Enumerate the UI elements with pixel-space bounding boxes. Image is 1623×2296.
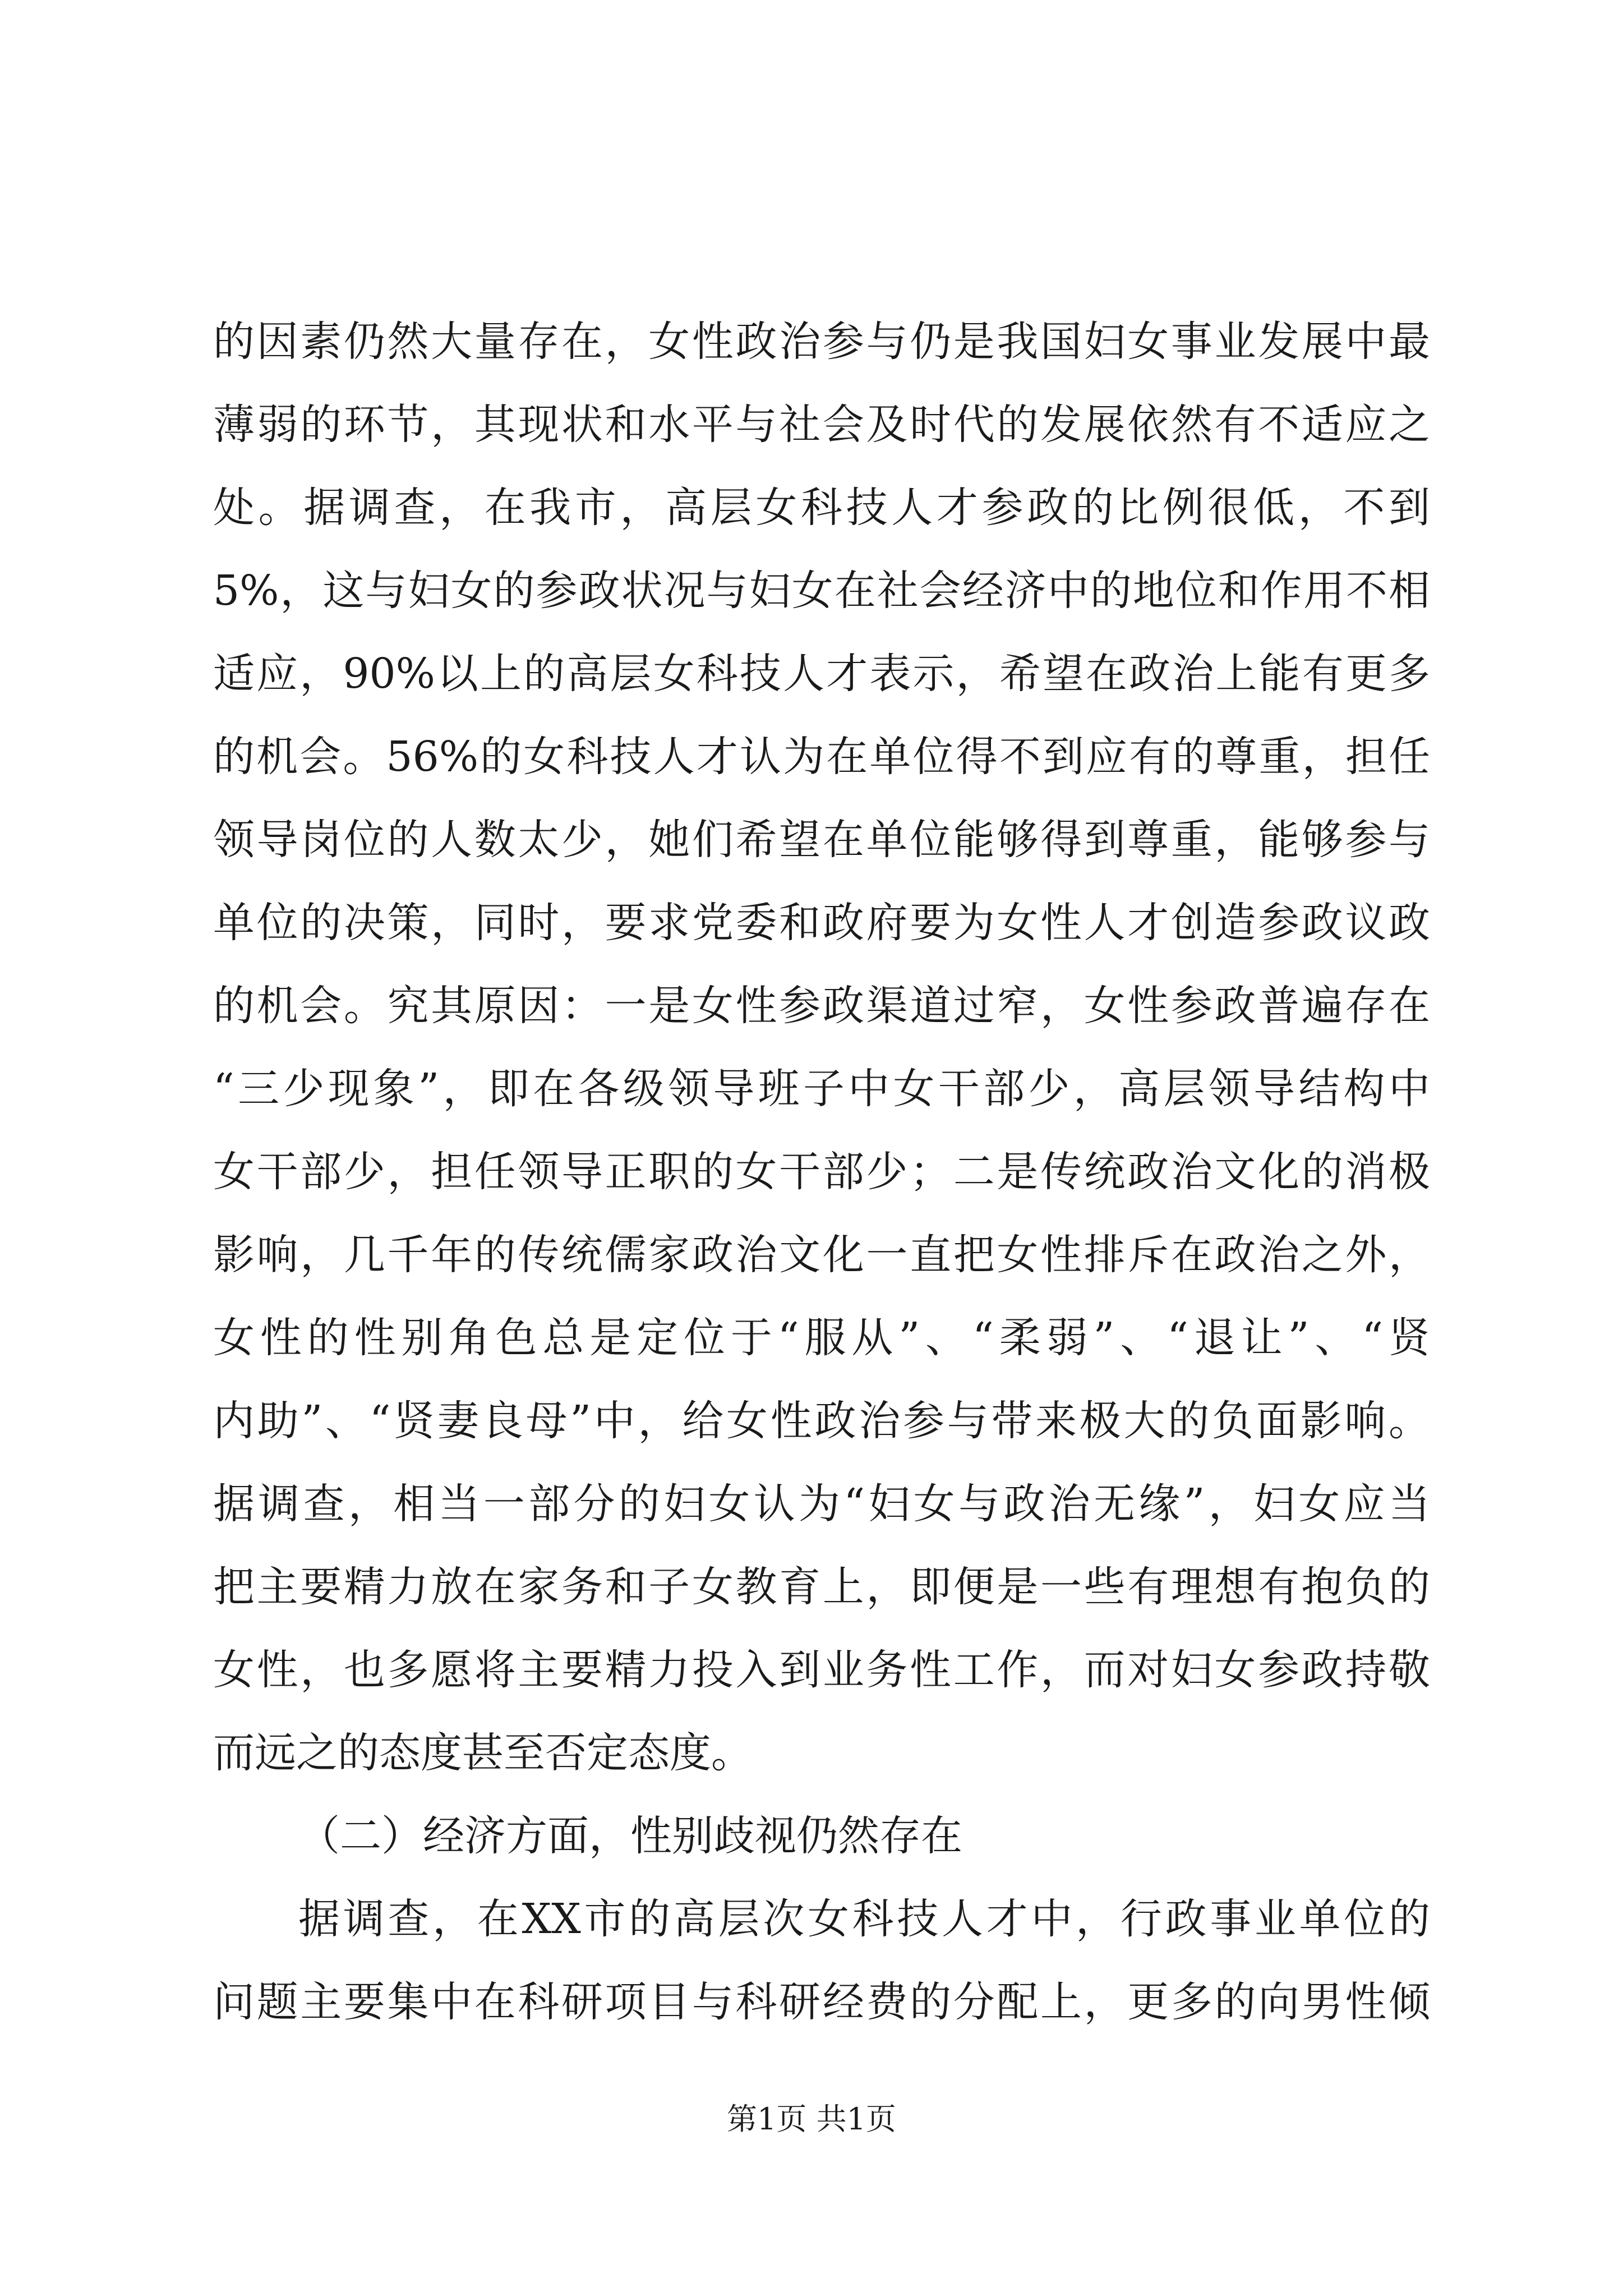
text-line: 女干部少，担任领导正职的女干部少；二是传统政治文化的消极 [213, 1148, 1430, 1196]
text-line: 适应，90%以上的高层女科技人才表示，希望在政治上能有更多 [213, 650, 1430, 698]
text-line: 而远之的态度甚至否定态度。 [213, 1729, 753, 1777]
text-line: 的机会。56%的女科技人才认为在单位得不到应有的尊重，担任 [213, 733, 1430, 781]
text-line: 问题主要集中在科研项目与科研经费的分配上，更多的向男性倾 [213, 1978, 1430, 2026]
text-line: 薄弱的环节，其现状和水平与社会及时代的发展依然有不适应之 [213, 401, 1430, 449]
text-line: “三少现象”，即在各级领导班子中女干部少，高层领导结构中 [213, 1065, 1430, 1113]
text-line: 女性的性别角色总是定位于“服从”、“柔弱”、“退让”、“贤 [213, 1314, 1430, 1362]
text-line: 影响，几千年的传统儒家政治文化一直把女性排斥在政治之外， [213, 1231, 1430, 1279]
text-line: 女性，也多愿将主要精力投入到业务性工作，而对妇女参政持敬 [213, 1646, 1430, 1694]
text-line: 据调查，在XX市的高层次女科技人才中，行政事业单位的 [298, 1895, 1430, 1943]
text-line: 单位的决策，同时，要求党委和政府要为女性人才创造参政议政 [213, 899, 1430, 947]
page-footer: 第1页 共1页 [727, 2101, 896, 2137]
document-body [213, 300, 1430, 2044]
section-heading: （二）经济方面，性别歧视仍然存在 [298, 1812, 962, 1860]
text-line: 5%，这与妇女的参政状况与妇女在社会经济中的地位和作用不相 [213, 567, 1430, 615]
text-line: 把主要精力放在家务和子女教育上，即便是一些有理想有抱负的 [213, 1563, 1430, 1611]
text-line: 处。据调查，在我市，高层女科技人才参政的比例很低，不到 [213, 484, 1430, 532]
text-line: 据调查，相当一部分的妇女认为“妇女与政治无缘”，妇女应当 [213, 1480, 1430, 1528]
text-line: 领导岗位的人数太少，她们希望在单位能够得到尊重，能够参与 [213, 816, 1430, 864]
text-line: 的机会。究其原因：一是女性参政渠道过窄，女性参政普遍存在 [213, 982, 1430, 1030]
text-line: 内助”、“贤妻良母”中，给女性政治参与带来极大的负面影响。 [213, 1397, 1430, 1445]
text-line: 的因素仍然大量存在，女性政治参与仍是我国妇女事业发展中最 [213, 318, 1430, 366]
